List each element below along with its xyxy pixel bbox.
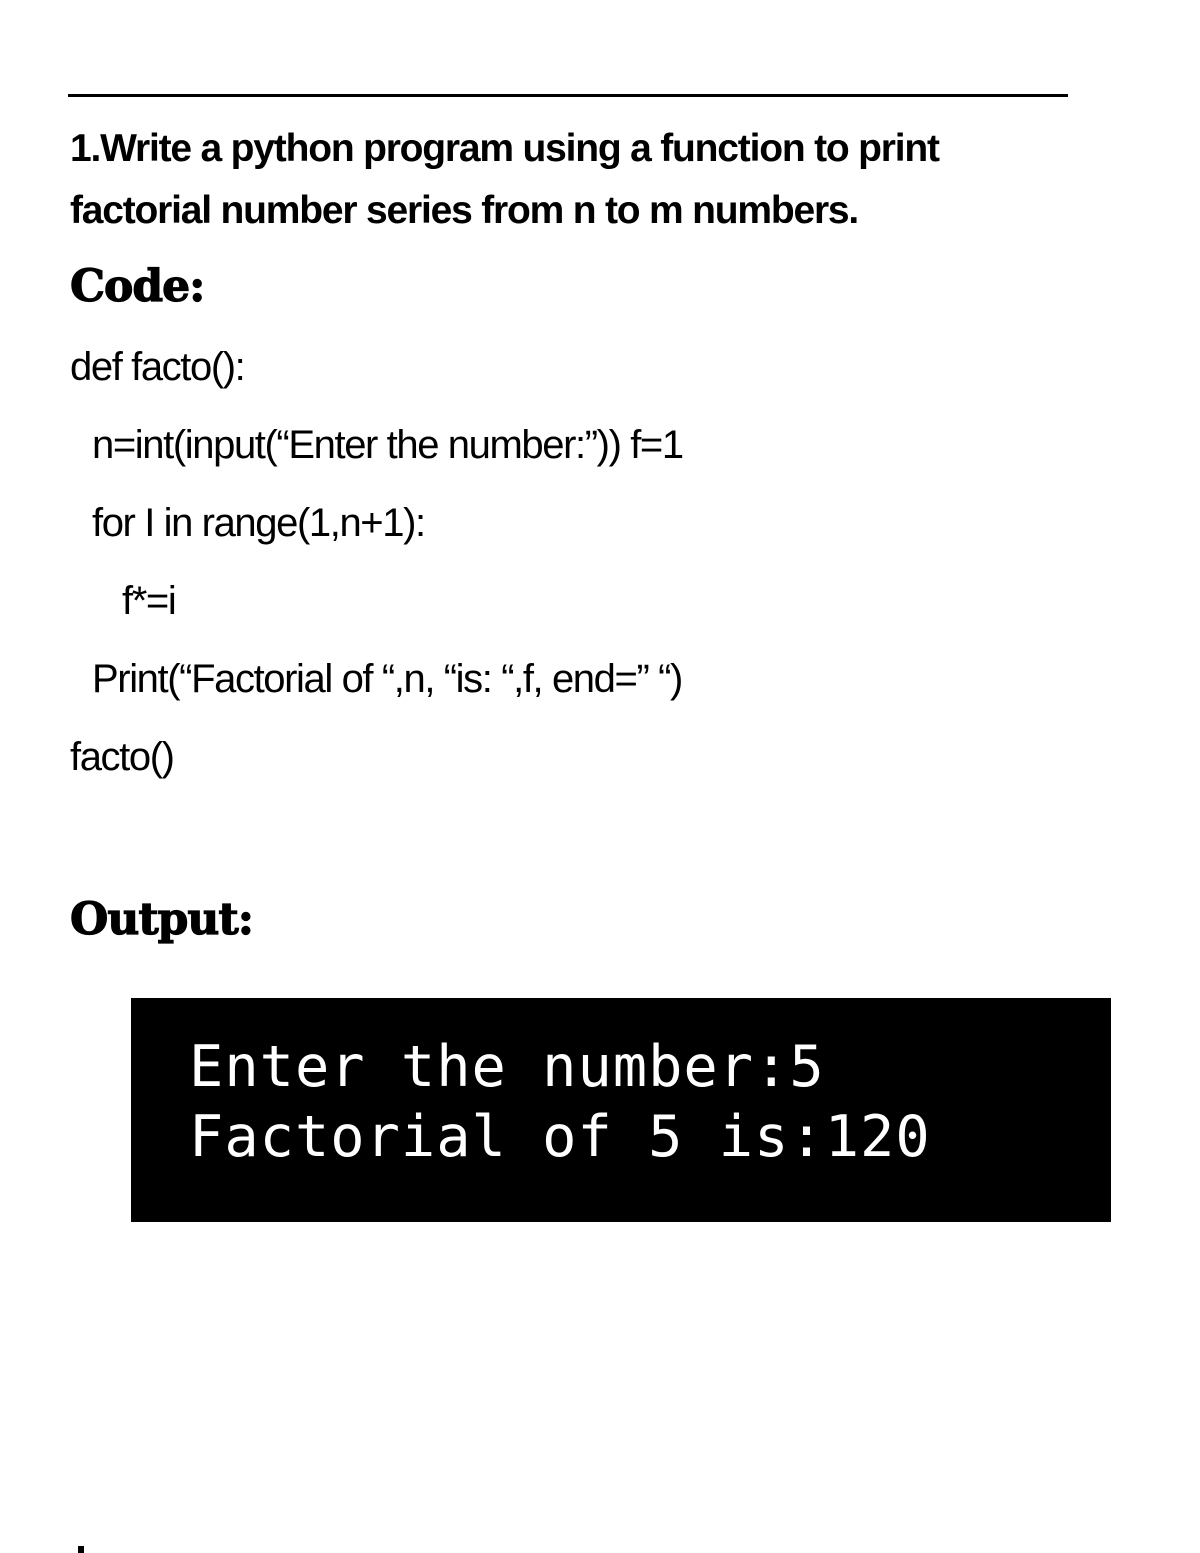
question-text: 1.Write a python program using a function to print factorial number series from n to m numbers. [70, 127, 939, 232]
code-line: Print(“Factorial of “,n, “is: “,f, end=” “) [92, 657, 682, 701]
code-line: def facto(): [70, 345, 245, 389]
page-mark [78, 1546, 84, 1553]
code-line: for I in range(1,n+1): [92, 501, 425, 545]
output-heading: Output: [70, 894, 253, 945]
code-line: f*=i [122, 579, 176, 623]
top-divider [68, 94, 1068, 97]
code-heading: Code: [70, 261, 205, 312]
code-line: n=int(input(“Enter the number:”)) f=1 [92, 423, 683, 467]
code-block [70, 336, 1070, 804]
terminal-line: Factorial of 5 is:120 [189, 1104, 931, 1170]
code-line: facto() [70, 735, 174, 779]
terminal-output [131, 998, 1111, 1222]
terminal-line: Enter the number:5 [189, 1034, 825, 1100]
